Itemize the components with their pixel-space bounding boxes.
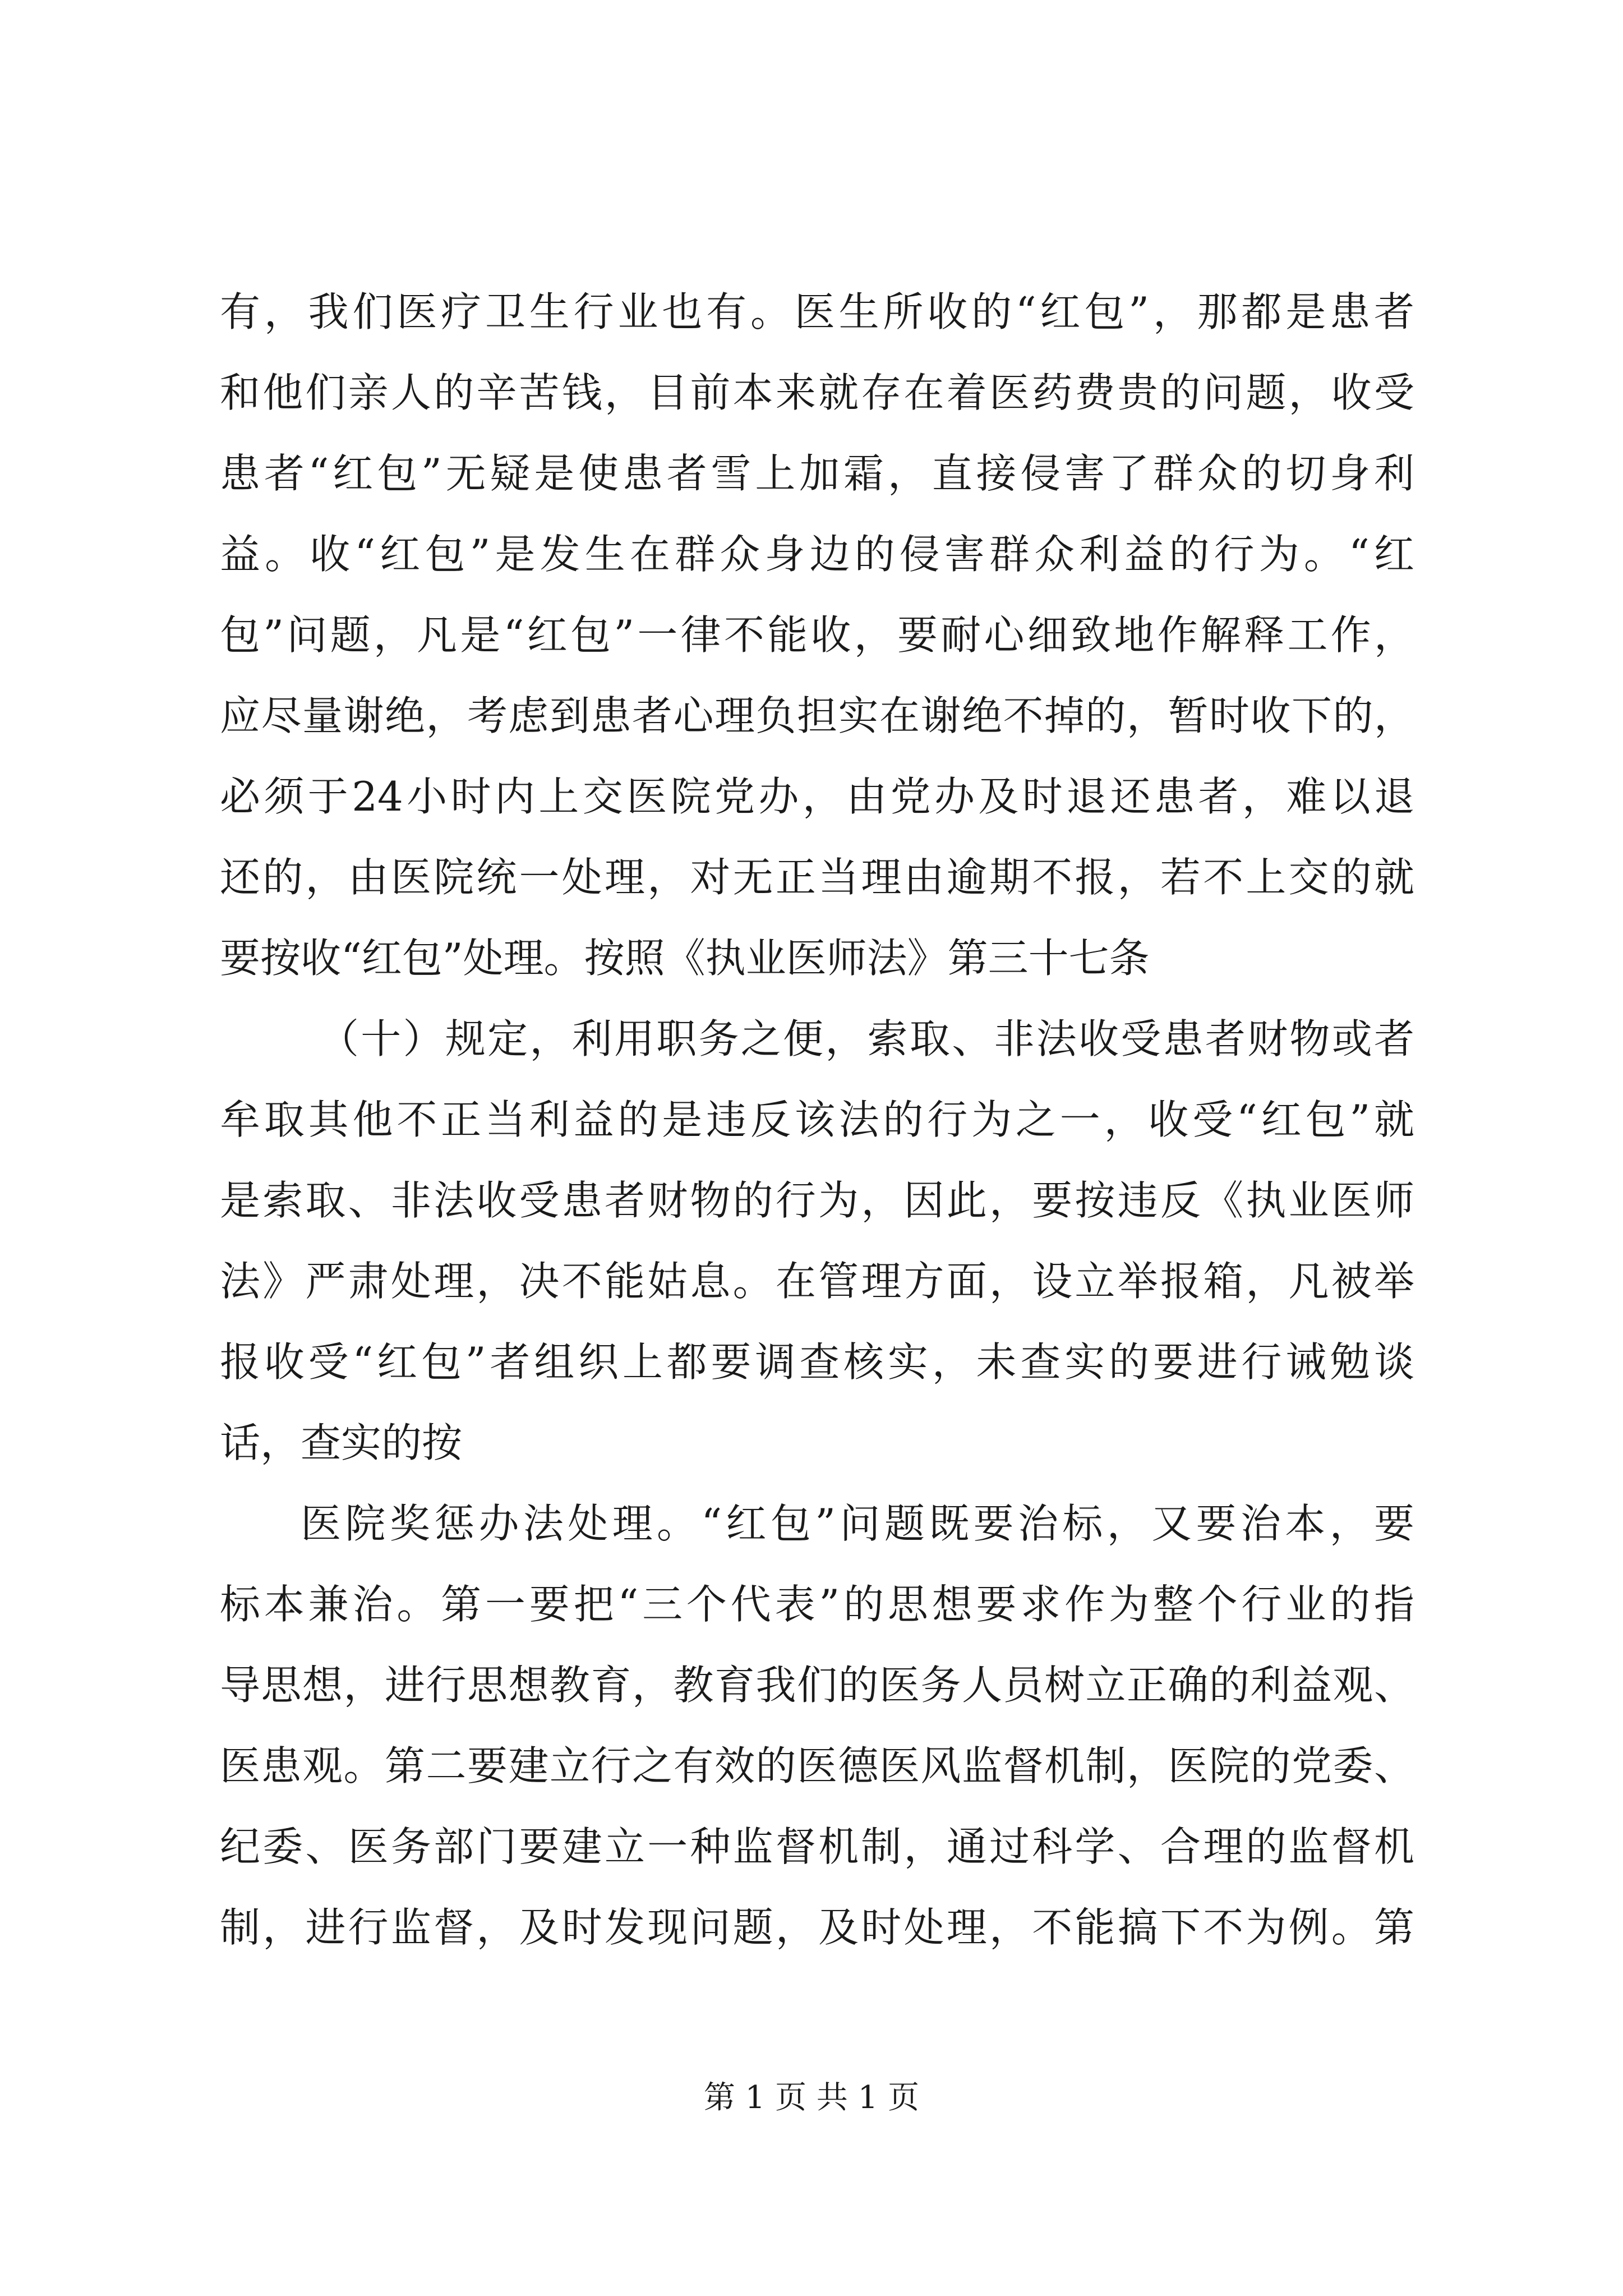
- paragraph-line: 要按收“红包”处理。按照《执业医师法》第三十七条: [220, 935, 1150, 982]
- paragraph-line: 和他们亲人的辛苦钱，目前本来就存在着医药费贵的问题，收受: [220, 369, 1414, 416]
- paragraph-line: 还的，由医院统一处理，对无正当理由逾期不报，若不上交的就: [220, 854, 1414, 901]
- paragraph-line: 是索取、非法收受患者财物的行为，因此，要按违反《执业医师: [220, 1177, 1414, 1224]
- paragraph-line: 益。收“红包”是发生在群众身边的侵害群众利益的行为。“红: [220, 531, 1414, 578]
- paragraph-line: 医院奖惩办法处理。“红包”问题既要治标，又要治本，要: [301, 1500, 1414, 1547]
- paragraph-line: 医患观。第二要建立行之有效的医德医风监督机制，医院的党委、: [220, 1742, 1414, 1789]
- paragraph-line: 制，进行监督，及时发现问题，及时处理，不能搞下不为例。第: [220, 1904, 1414, 1951]
- document-body: [220, 272, 1414, 1968]
- paragraph-line: 标本兼治。第一要把“三个代表”的思想要求作为整个行业的指: [220, 1581, 1414, 1628]
- paragraph-line: 有，我们医疗卫生行业也有。医生所收的“红包”，那都是患者: [220, 288, 1414, 335]
- paragraph-line: 法》严肃处理，决不能姑息。在管理方面，设立举报箱，凡被举: [220, 1258, 1414, 1305]
- paragraph-line: 包”问题，凡是“红包”一律不能收，要耐心细致地作解释工作，: [220, 611, 1414, 659]
- paragraph-line: 纪委、医务部门要建立一种监督机制，通过科学、合理的监督机: [220, 1823, 1414, 1870]
- paragraph-line: 牟取其他不正当利益的是违反该法的行为之一，收受“红包”就: [220, 1096, 1414, 1143]
- paragraph-line: 患者“红包”无疑是使患者雪上加霜，直接侵害了群众的切身利: [220, 450, 1414, 497]
- paragraph-line: 必须于24小时内上交医院党办，由党办及时退还患者，难以退: [220, 773, 1414, 820]
- paragraph-line: （十）规定，利用职务之便，索取、非法收受患者财物或者: [319, 1015, 1414, 1062]
- page-number-footer: 第 1 页 共 1 页: [703, 2079, 920, 2116]
- paragraph-line: 导思想，进行思想教育，教育我们的医务人员树立正确的利益观、: [220, 1662, 1414, 1709]
- paragraph-line: 报收受“红包”者组织上都要调查核实，未查实的要进行诫勉谈: [220, 1338, 1414, 1386]
- paragraph-line: 应尽量谢绝，考虑到患者心理负担实在谢绝不掉的，暂时收下的，: [220, 692, 1414, 739]
- paragraph-line: 话，查实的按: [220, 1419, 463, 1466]
